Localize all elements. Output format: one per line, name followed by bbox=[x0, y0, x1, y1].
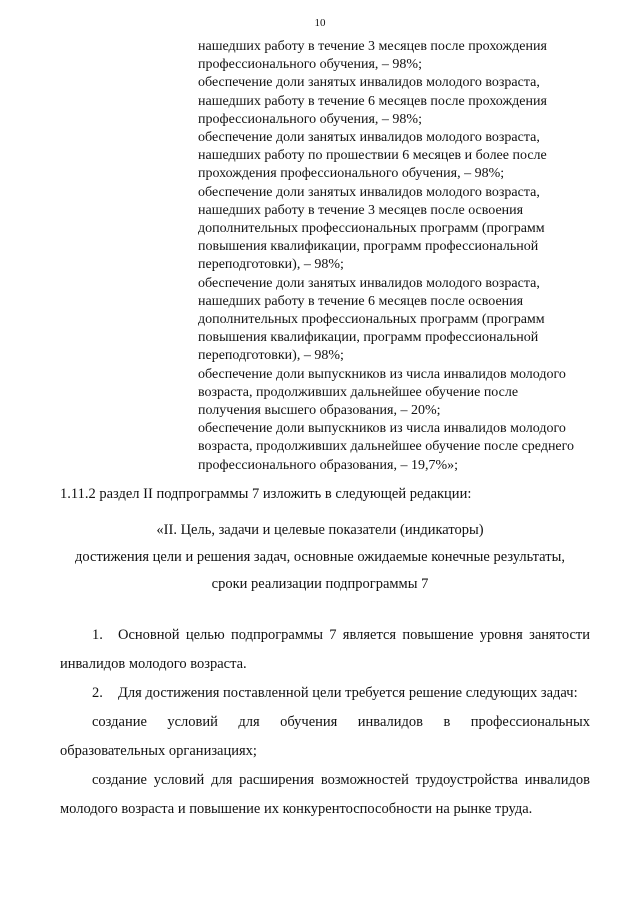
heading-line: «II. Цель, задачи и целевые показатели (индикаторы) bbox=[156, 522, 484, 538]
indicator-item: обеспечение доли занятых инвалидов молодого возраста, нашедших работу по прошествии 6 месяцев и более после прохождения профессионального обучения, – 98%; bbox=[198, 130, 547, 182]
heading-line: сроки реализации подпрограммы 7 bbox=[211, 576, 429, 592]
paragraph-text: Для достижения поставленной цели требуется решение следующих задач: bbox=[118, 685, 578, 701]
numbered-paragraph-1 bbox=[60, 621, 590, 679]
page-number: 10 bbox=[314, 17, 326, 29]
paragraph-number: 1. bbox=[92, 627, 103, 643]
section-heading bbox=[40, 517, 600, 598]
section-body bbox=[60, 621, 590, 824]
indicator-item: обеспечение доли выпускников из числа инвалидов молодого возраста, продолживших дальнейшее обучение после среднего профессионального образования, – 19,7%»; bbox=[198, 421, 575, 473]
indicator-item: обеспечение доли занятых инвалидов молодого возраста, нашедших работу в течение 6 месяцев после освоения дополнительных профессиональных программ (программ повышения квалификации, программ профессиональной переподготовки), – 98%; bbox=[198, 275, 545, 364]
task-paragraph: создание условий для расширения возможностей трудоустройства инвалидов молодого возраста и повышение их конкурентоспособности на рынке труда. bbox=[60, 772, 590, 817]
paragraph-text: Основной целью подпрограммы 7 является повышение уровня занятости инвалидов молодого возраста. bbox=[60, 627, 590, 672]
amendment-note: 1.11.2 раздел II подпрограммы 7 изложить в следующей редакции: bbox=[60, 486, 472, 502]
indicator-item: обеспечение доли занятых инвалидов молодого возраста, нашедших работу в течение 6 месяцев после прохождения профессионального обучения, – 98%; bbox=[198, 75, 547, 127]
paragraph-number: 2. bbox=[92, 685, 103, 701]
task-paragraph: создание условий для обучения инвалидов в профессиональных образовательных организациях; bbox=[60, 714, 590, 759]
indicator-list bbox=[198, 38, 581, 475]
indicator-item: обеспечение доли занятых инвалидов молодого возраста, нашедших работу в течение 3 месяцев после освоения дополнительных профессиональных программ (программ повышения квалификации, программ профессиональной переподготовки), – 98%; bbox=[198, 184, 545, 273]
indicator-item: нашедших работу в течение 3 месяцев после прохождения профессионального обучения, – 98%; bbox=[198, 39, 547, 73]
numbered-paragraph-2 bbox=[60, 679, 590, 708]
heading-line: достижения цели и решения задач, основные ожидаемые конечные результаты, bbox=[75, 549, 565, 565]
indicator-item: обеспечение доли выпускников из числа инвалидов молодого возраста, продолживших дальнейшее обучение после получения высшего образования, – 20%; bbox=[198, 366, 566, 419]
